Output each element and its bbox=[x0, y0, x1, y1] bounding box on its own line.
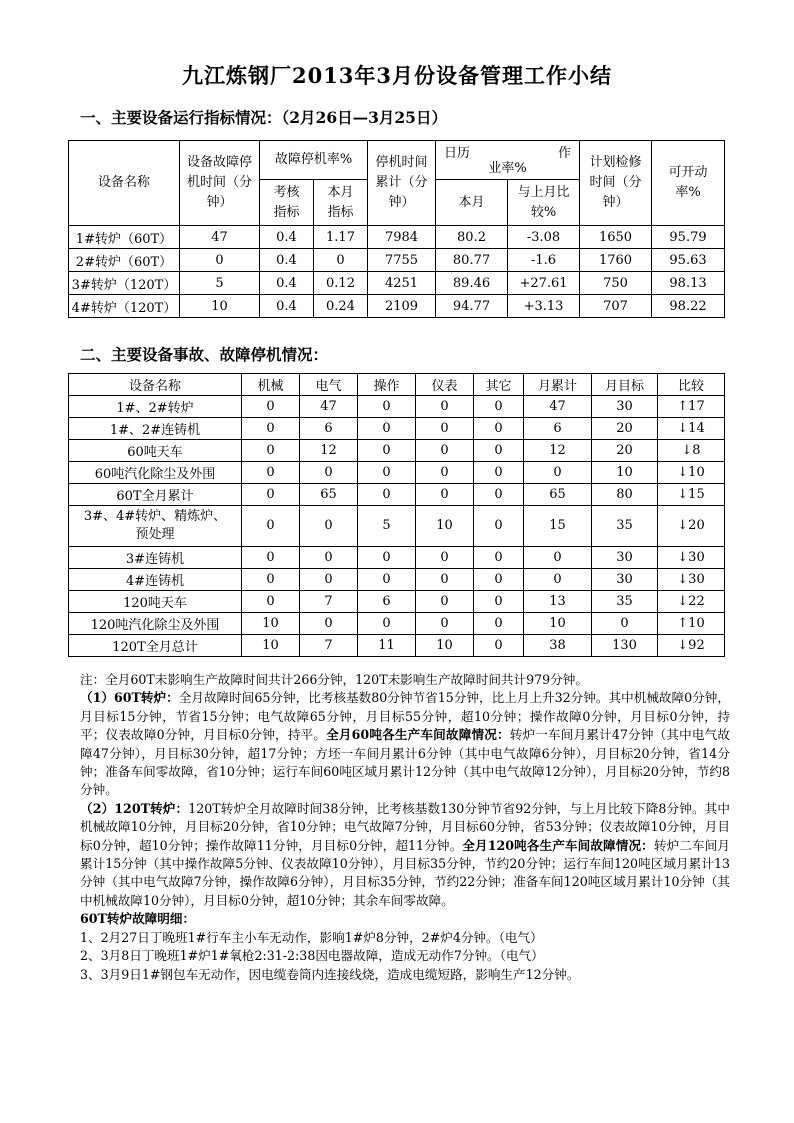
cell-assess: 0.4 bbox=[260, 272, 314, 295]
cell-compare: ↓30 bbox=[658, 569, 725, 591]
cell-compare: ↓20 bbox=[658, 506, 725, 547]
cell-other: 0 bbox=[474, 591, 524, 613]
header-stop-total: 停机时间累计（分钟） bbox=[368, 141, 436, 226]
paragraph-120t-label: （2）120T转炉： bbox=[80, 800, 189, 816]
cell-other: 0 bbox=[474, 613, 524, 635]
cell-other: 0 bbox=[474, 396, 524, 418]
cell-compare: ↓14 bbox=[658, 418, 725, 440]
table-row bbox=[69, 295, 725, 318]
header-assess-index: 考核指标 bbox=[260, 180, 314, 226]
cell-compare: +3.13 bbox=[508, 295, 580, 318]
cell-month-target: 30 bbox=[592, 547, 658, 569]
cell-month-total: 47 bbox=[524, 396, 592, 418]
header-row bbox=[69, 374, 725, 396]
cell-instrument: 10 bbox=[416, 635, 474, 657]
cell-compare: -1.6 bbox=[508, 249, 580, 272]
header-compare: 比较 bbox=[658, 374, 725, 396]
table-row bbox=[69, 613, 725, 635]
table-row bbox=[69, 547, 725, 569]
cell-compare: +27.61 bbox=[508, 272, 580, 295]
cell-month-total: 10 bbox=[524, 613, 592, 635]
fault-table bbox=[68, 373, 725, 657]
paragraph-60t bbox=[80, 689, 730, 799]
cell-month-total: 38 bbox=[524, 635, 592, 657]
cell-month-total: 13 bbox=[524, 591, 592, 613]
cell-electrical: 65 bbox=[300, 484, 358, 506]
cell-month-total: 0 bbox=[524, 547, 592, 569]
cell-compare: ↑17 bbox=[658, 396, 725, 418]
cell-instrument: 0 bbox=[416, 569, 474, 591]
header-equipment-name: 设备名称 bbox=[69, 374, 242, 396]
cell-operation: 0 bbox=[358, 418, 416, 440]
header-fault-rate: 故障停机率% bbox=[260, 141, 368, 180]
cell-name: 4#转炉（120T） bbox=[69, 295, 180, 318]
table-row bbox=[69, 249, 725, 272]
cell-electrical: 47 bbox=[300, 396, 358, 418]
cell-month-target: 35 bbox=[592, 591, 658, 613]
table-row bbox=[69, 418, 725, 440]
cell-fault: 5 bbox=[180, 272, 260, 295]
cell-operation: 0 bbox=[358, 396, 416, 418]
cell-availability: 95.79 bbox=[652, 226, 725, 249]
cell-availability: 95.63 bbox=[652, 249, 725, 272]
cell-month-total: 15 bbox=[524, 506, 592, 547]
cell-assess: 0.4 bbox=[260, 295, 314, 318]
cell-month-target: 20 bbox=[592, 418, 658, 440]
cell-month-target: 20 bbox=[592, 440, 658, 462]
paragraph-60t-text: 全月故障时间65分钟，比考核基数80分钟节省15分钟，比上月上升32分钟。其中机械故障0分钟，月目标15分钟，节省15分钟；电气故障65分钟，月目标55分钟，超10分钟；操作故障0分钟，月目标0分钟，持平；仪表故障0分钟，月目标0分钟，持平。 bbox=[80, 690, 730, 743]
cell-month-target: 35 bbox=[592, 506, 658, 547]
detail-item: 1、2月27日丁晚班1#行车主小车无动作，影响1#炉8分钟，2#炉4分钟。（电气） bbox=[80, 929, 543, 945]
section-heading-faults: 二、主要设备事故、故障停机情况： bbox=[80, 345, 329, 364]
paragraph-60t-label: （1）60T转炉： bbox=[80, 690, 179, 706]
cell-operation: 0 bbox=[358, 440, 416, 462]
cell-fault: 10 bbox=[180, 295, 260, 318]
page-title: 九江炼钢厂2013年3月份设备管理工作小结 bbox=[181, 63, 613, 88]
cell-other: 0 bbox=[474, 569, 524, 591]
cell-other: 0 bbox=[474, 547, 524, 569]
cell-month-total: 65 bbox=[524, 484, 592, 506]
cell-other: 0 bbox=[474, 635, 524, 657]
cell-compare: ↓15 bbox=[658, 484, 725, 506]
note-line: 注：全月60T未影响生产故障时间共计266分钟，120T未影响生产故障时间共计979分钟。 bbox=[80, 672, 588, 687]
paragraph-120t-bold: 全月120吨各生产车间故障情况： bbox=[462, 837, 654, 853]
paragraph-120t-text: 120T转炉全月故障时间38分钟，比考核基数130分钟节省92分钟，与上月比较下降8分钟。其中机械故障10分钟，月目标20分钟，省10分钟；电气故障7分钟，月目标60分钟，省53分钟；仪表故障10分钟，月目标0分钟，超10分钟；操作故障11分钟，月目标0分钟，超11分钟。 bbox=[80, 800, 730, 853]
header-electrical: 电气 bbox=[300, 374, 358, 396]
cell-month: 0.12 bbox=[314, 272, 368, 295]
cell-month-total: 0 bbox=[524, 462, 592, 484]
cell-stop: 7755 bbox=[368, 249, 436, 272]
header-vs-last-month: 与上月比较% bbox=[508, 180, 580, 226]
cell-name: 3#转炉（120T） bbox=[69, 272, 180, 295]
cell-rate: 80.77 bbox=[436, 249, 508, 272]
header-availability: 可开动率% bbox=[652, 141, 725, 226]
cell-other: 0 bbox=[474, 440, 524, 462]
section-heading-indicators: 一、主要设备运行指标情况：（2月26日—3月25日） bbox=[80, 108, 447, 127]
cell-compare: -3.08 bbox=[508, 226, 580, 249]
header-other: 其它 bbox=[474, 374, 524, 396]
cell-plan: 1650 bbox=[580, 226, 652, 249]
header-calendar-b: 作 bbox=[558, 146, 572, 161]
cell-electrical: 0 bbox=[300, 506, 358, 547]
header-this-month: 本月 bbox=[436, 180, 508, 226]
paragraph-60t-tail: 转炉一车间月累计47分钟（其中电气故障47分钟），月目标30分钟，超17分钟；方坯一车间月累计6分钟（其中电气故障6分钟），月目标20分钟，省14分钟；准备车间零故障，省10分钟；运行车间60吨区域月累计12分钟（其中电气故障12分钟），月目标20分钟，节约8分钟。 bbox=[80, 727, 730, 798]
cell-availability: 98.22 bbox=[652, 295, 725, 318]
notes-section bbox=[80, 671, 730, 984]
cell-plan: 1760 bbox=[580, 249, 652, 272]
detail-heading: 60T转炉故障明细： bbox=[80, 911, 196, 927]
table-row bbox=[69, 226, 725, 249]
table-row bbox=[69, 506, 725, 547]
header-mechanical: 机械 bbox=[242, 374, 300, 396]
cell-name: 3#、4#转炉、精炼炉、预处理 bbox=[69, 506, 242, 547]
cell-compare: ↓92 bbox=[658, 635, 725, 657]
paragraph-60t-bold: 全月60吨各生产车间故障情况： bbox=[326, 727, 510, 743]
cell-electrical: 0 bbox=[300, 547, 358, 569]
cell-fault: 0 bbox=[180, 249, 260, 272]
cell-stop: 2109 bbox=[368, 295, 436, 318]
cell-month-target: 80 bbox=[592, 484, 658, 506]
cell-mechanical: 0 bbox=[242, 462, 300, 484]
cell-mechanical: 0 bbox=[242, 569, 300, 591]
cell-assess: 0.4 bbox=[260, 226, 314, 249]
cell-rate: 94.77 bbox=[436, 295, 508, 318]
cell-assess: 0.4 bbox=[260, 249, 314, 272]
cell-operation: 0 bbox=[358, 613, 416, 635]
cell-month: 0 bbox=[314, 249, 368, 272]
cell-rate: 89.46 bbox=[436, 272, 508, 295]
cell-electrical: 6 bbox=[300, 418, 358, 440]
cell-other: 0 bbox=[474, 418, 524, 440]
detail-item: 2、3月8日丁晚班1#炉1#氧枪2:31-2:38因电器故障，造成无动作7分钟。（电气） bbox=[80, 948, 544, 964]
cell-month-target: 10 bbox=[592, 462, 658, 484]
header-calendar-rate bbox=[436, 141, 580, 180]
cell-other: 0 bbox=[474, 484, 524, 506]
cell-month: 0.24 bbox=[314, 295, 368, 318]
header-instrument: 仪表 bbox=[416, 374, 474, 396]
cell-name: 2#转炉（60T） bbox=[69, 249, 180, 272]
header-plan-time: 计划检修时间（分钟） bbox=[580, 141, 652, 226]
cell-electrical: 7 bbox=[300, 591, 358, 613]
cell-instrument: 0 bbox=[416, 547, 474, 569]
cell-availability: 98.13 bbox=[652, 272, 725, 295]
cell-fault: 47 bbox=[180, 226, 260, 249]
cell-other: 0 bbox=[474, 506, 524, 547]
cell-name: 60吨天车 bbox=[69, 440, 242, 462]
cell-electrical: 0 bbox=[300, 613, 358, 635]
table-row bbox=[69, 591, 725, 613]
cell-instrument: 0 bbox=[416, 462, 474, 484]
cell-compare: ↓30 bbox=[658, 547, 725, 569]
table-row bbox=[69, 440, 725, 462]
header-fault-time: 设备故障停机时间（分钟） bbox=[180, 141, 260, 226]
cell-operation: 0 bbox=[358, 547, 416, 569]
header-calendar-c: 业率% bbox=[488, 161, 527, 176]
cell-instrument: 0 bbox=[416, 396, 474, 418]
detail-item: 3、3月9日1#钢包车无动作，因电缆卷筒内连接线烧，造成电缆短路，影响生产12分钟。 bbox=[80, 966, 580, 982]
cell-month-total: 0 bbox=[524, 569, 592, 591]
cell-electrical: 0 bbox=[300, 569, 358, 591]
cell-operation: 0 bbox=[358, 462, 416, 484]
table-row bbox=[69, 396, 725, 418]
cell-stop: 4251 bbox=[368, 272, 436, 295]
cell-name: 3#连铸机 bbox=[69, 547, 242, 569]
cell-mechanical: 0 bbox=[242, 440, 300, 462]
cell-compare: ↓10 bbox=[658, 462, 725, 484]
cell-mechanical: 10 bbox=[242, 613, 300, 635]
paragraph-120t bbox=[80, 800, 730, 910]
cell-month-target: 0 bbox=[592, 613, 658, 635]
indicator-table bbox=[68, 140, 725, 318]
table-row bbox=[69, 484, 725, 506]
cell-electrical: 12 bbox=[300, 440, 358, 462]
table-row bbox=[69, 635, 725, 657]
cell-rate: 80.2 bbox=[436, 226, 508, 249]
cell-name: 60吨汽化除尘及外围 bbox=[69, 462, 242, 484]
header-month-index: 本月指标 bbox=[314, 180, 368, 226]
cell-mechanical: 10 bbox=[242, 635, 300, 657]
header-operation: 操作 bbox=[358, 374, 416, 396]
cell-instrument: 0 bbox=[416, 440, 474, 462]
header-month-total: 月累计 bbox=[524, 374, 592, 396]
cell-name: 120吨汽化除尘及外围 bbox=[69, 613, 242, 635]
header-month-target: 月目标 bbox=[592, 374, 658, 396]
cell-mechanical: 0 bbox=[242, 591, 300, 613]
cell-electrical: 7 bbox=[300, 635, 358, 657]
cell-mechanical: 0 bbox=[242, 418, 300, 440]
cell-operation: 0 bbox=[358, 569, 416, 591]
cell-name: 4#连铸机 bbox=[69, 569, 242, 591]
cell-mechanical: 0 bbox=[242, 547, 300, 569]
cell-name: 1#、2#转炉 bbox=[69, 396, 242, 418]
cell-compare: ↑10 bbox=[658, 613, 725, 635]
cell-operation: 6 bbox=[358, 591, 416, 613]
cell-instrument: 10 bbox=[416, 506, 474, 547]
table-row bbox=[69, 272, 725, 295]
cell-mechanical: 0 bbox=[242, 484, 300, 506]
cell-name: 120吨天车 bbox=[69, 591, 242, 613]
cell-month-total: 6 bbox=[524, 418, 592, 440]
cell-other: 0 bbox=[474, 462, 524, 484]
cell-name: 1#、2#连铸机 bbox=[69, 418, 242, 440]
cell-mechanical: 0 bbox=[242, 396, 300, 418]
header-calendar-a: 日历 bbox=[444, 146, 471, 161]
cell-instrument: 0 bbox=[416, 418, 474, 440]
cell-mechanical: 0 bbox=[242, 506, 300, 547]
cell-plan: 707 bbox=[580, 295, 652, 318]
cell-compare: ↓8 bbox=[658, 440, 725, 462]
cell-compare: ↓22 bbox=[658, 591, 725, 613]
cell-month: 1.17 bbox=[314, 226, 368, 249]
cell-operation: 0 bbox=[358, 484, 416, 506]
header-equipment-name: 设备名称 bbox=[69, 141, 180, 226]
cell-instrument: 0 bbox=[416, 484, 474, 506]
cell-instrument: 0 bbox=[416, 591, 474, 613]
cell-plan: 750 bbox=[580, 272, 652, 295]
paragraph-120t-tail: 转炉二车间月累计15分钟（其中操作故障5分钟、仪表故障10分钟），月目标35分钟，节约20分钟；运行车间120吨区域月累计13分钟（其中电气故障7分钟，操作故障6分钟），月目标35分钟，节约22分钟；准备车间120吨区域月累计10分钟（其中机械故障10分钟），月目标0分钟，超10分钟；其余车间零故障。 bbox=[80, 837, 730, 908]
table-row bbox=[69, 569, 725, 591]
cell-instrument: 0 bbox=[416, 613, 474, 635]
cell-month-total: 12 bbox=[524, 440, 592, 462]
cell-name: 60T全月累计 bbox=[69, 484, 242, 506]
cell-name: 1#转炉（60T） bbox=[69, 226, 180, 249]
table-row bbox=[69, 462, 725, 484]
cell-month-target: 130 bbox=[592, 635, 658, 657]
cell-month-target: 30 bbox=[592, 396, 658, 418]
cell-stop: 7984 bbox=[368, 226, 436, 249]
cell-operation: 11 bbox=[358, 635, 416, 657]
cell-electrical: 0 bbox=[300, 462, 358, 484]
cell-month-target: 30 bbox=[592, 569, 658, 591]
cell-operation: 5 bbox=[358, 506, 416, 547]
cell-name: 120T全月总计 bbox=[69, 635, 242, 657]
